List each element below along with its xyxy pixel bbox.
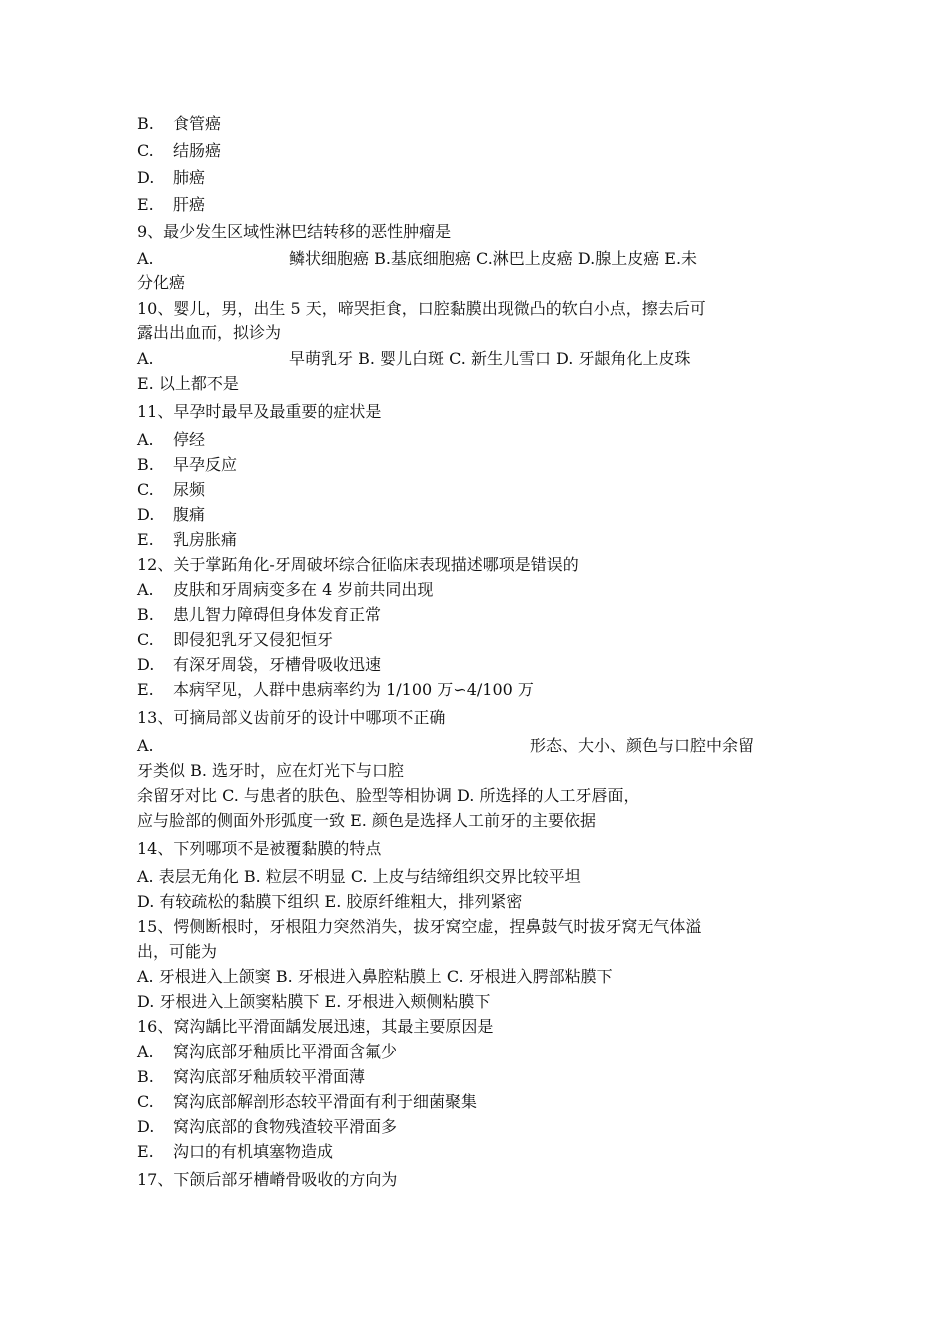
text-line: A. 牙根进入上颌窦 B. 牙根进入鼻腔粘膜上 C. 牙根进入腭部粘膜下 bbox=[137, 967, 613, 986]
question-line: 14、下列哪项不是被覆黏膜的特点 bbox=[137, 839, 382, 858]
question-line: 13、可摘局部义齿前牙的设计中哪项不正确 bbox=[137, 708, 446, 727]
question-line: 17、下颌后部牙槽嵴骨吸收的方向为 bbox=[137, 1170, 398, 1189]
text-line: 分化癌 bbox=[137, 273, 186, 292]
option-line: D. 有深牙周袋，牙槽骨吸收迅速 bbox=[137, 655, 382, 674]
option-line: C. 窝沟底部解剖形态较平滑面有利于细菌聚集 bbox=[137, 1092, 478, 1111]
text-line: D. 有较疏松的黏膜下组织 E. 胶原纤维粗大，排列紧密 bbox=[137, 892, 523, 911]
option-line: A. 皮肤和牙周病变多在 4 岁前共同出现 bbox=[137, 580, 434, 599]
option-line: C. 即侵犯乳牙又侵犯恒牙 bbox=[137, 630, 334, 649]
option-line: E. 沟口的有机填塞物造成 bbox=[137, 1142, 334, 1161]
text-line: 应与脸部的侧面外形弧度一致 E. 颜色是选择人工前牙的主要依据 bbox=[137, 811, 596, 830]
question-line: 9、最少发生区域性淋巴结转移的恶性肿瘤是 bbox=[137, 222, 452, 241]
option-line: C. 尿频 bbox=[137, 480, 206, 499]
option-line: A. 鳞状细胞癌 B.基底细胞癌 C.淋巴上皮癌 D.腺上皮癌 E.未 bbox=[137, 249, 698, 268]
text-line: 牙类似 B. 选牙时，应在灯光下与口腔 bbox=[137, 761, 405, 780]
text-line: A. 表层无角化 B. 粒层不明显 C. 上皮与结缔组织交界比较平坦 bbox=[137, 867, 581, 886]
question-line: 11、早孕时最早及最重要的症状是 bbox=[137, 402, 382, 421]
option-line: A. 形态、大小、颜色与口腔中余留 bbox=[137, 736, 755, 755]
option-line: E. 乳房胀痛 bbox=[137, 530, 238, 549]
option-line: A. 窝沟底部牙釉质比平滑面含氟少 bbox=[137, 1042, 398, 1061]
text-line: 余留牙对比 C. 与患者的肤色、脸型等相协调 D. 所选择的人工牙唇面， bbox=[137, 786, 640, 805]
option-line: B. 早孕反应 bbox=[137, 455, 238, 474]
text-line: D. 牙根进入上颌窦粘膜下 E. 牙根进入颊侧粘膜下 bbox=[137, 992, 491, 1011]
option-line: D. 肺癌 bbox=[137, 168, 206, 187]
option-line: E. 肝癌 bbox=[137, 195, 206, 214]
option-line: C. 结肠癌 bbox=[137, 141, 222, 160]
option-line: B. 食管癌 bbox=[137, 114, 222, 133]
text-line: E. 以上都不是 bbox=[137, 374, 239, 393]
question-line: 15、愕侧断根时，牙根阻力突然消失，拔牙窝空虚，捏鼻鼓气时拔牙窝无气体溢 bbox=[137, 917, 702, 936]
option-line: B. 窝沟底部牙釉质较平滑面薄 bbox=[137, 1067, 366, 1086]
question-line: 16、窝沟龋比平滑面龋发展迅速，其最主要原因是 bbox=[137, 1017, 494, 1036]
question-line: 露出出血而，拟诊为 bbox=[137, 323, 282, 342]
option-line: A. 早萌乳牙 B. 婴儿白斑 C. 新生儿雪口 D. 牙龈角化上皮珠 bbox=[137, 349, 691, 368]
option-line: D. 窝沟底部的食物残渣较平滑面多 bbox=[137, 1117, 398, 1136]
option-line: B. 患儿智力障碍但身体发育正常 bbox=[137, 605, 382, 624]
question-line: 10、婴儿，男，出生 5 天，啼哭拒食，口腔黏膜出现微凸的软白小点，擦去后可 bbox=[137, 299, 706, 318]
question-line: 12、关于掌跖角化-牙周破坏综合征临床表现描述哪项是错误的 bbox=[137, 555, 579, 574]
option-line: A. 停经 bbox=[137, 430, 206, 449]
question-line: 出，可能为 bbox=[137, 942, 218, 961]
option-line: D. 腹痛 bbox=[137, 505, 206, 524]
option-line: E. 本病罕见，人群中患病率约为 1/100 万∽4/100 万 bbox=[137, 680, 534, 699]
